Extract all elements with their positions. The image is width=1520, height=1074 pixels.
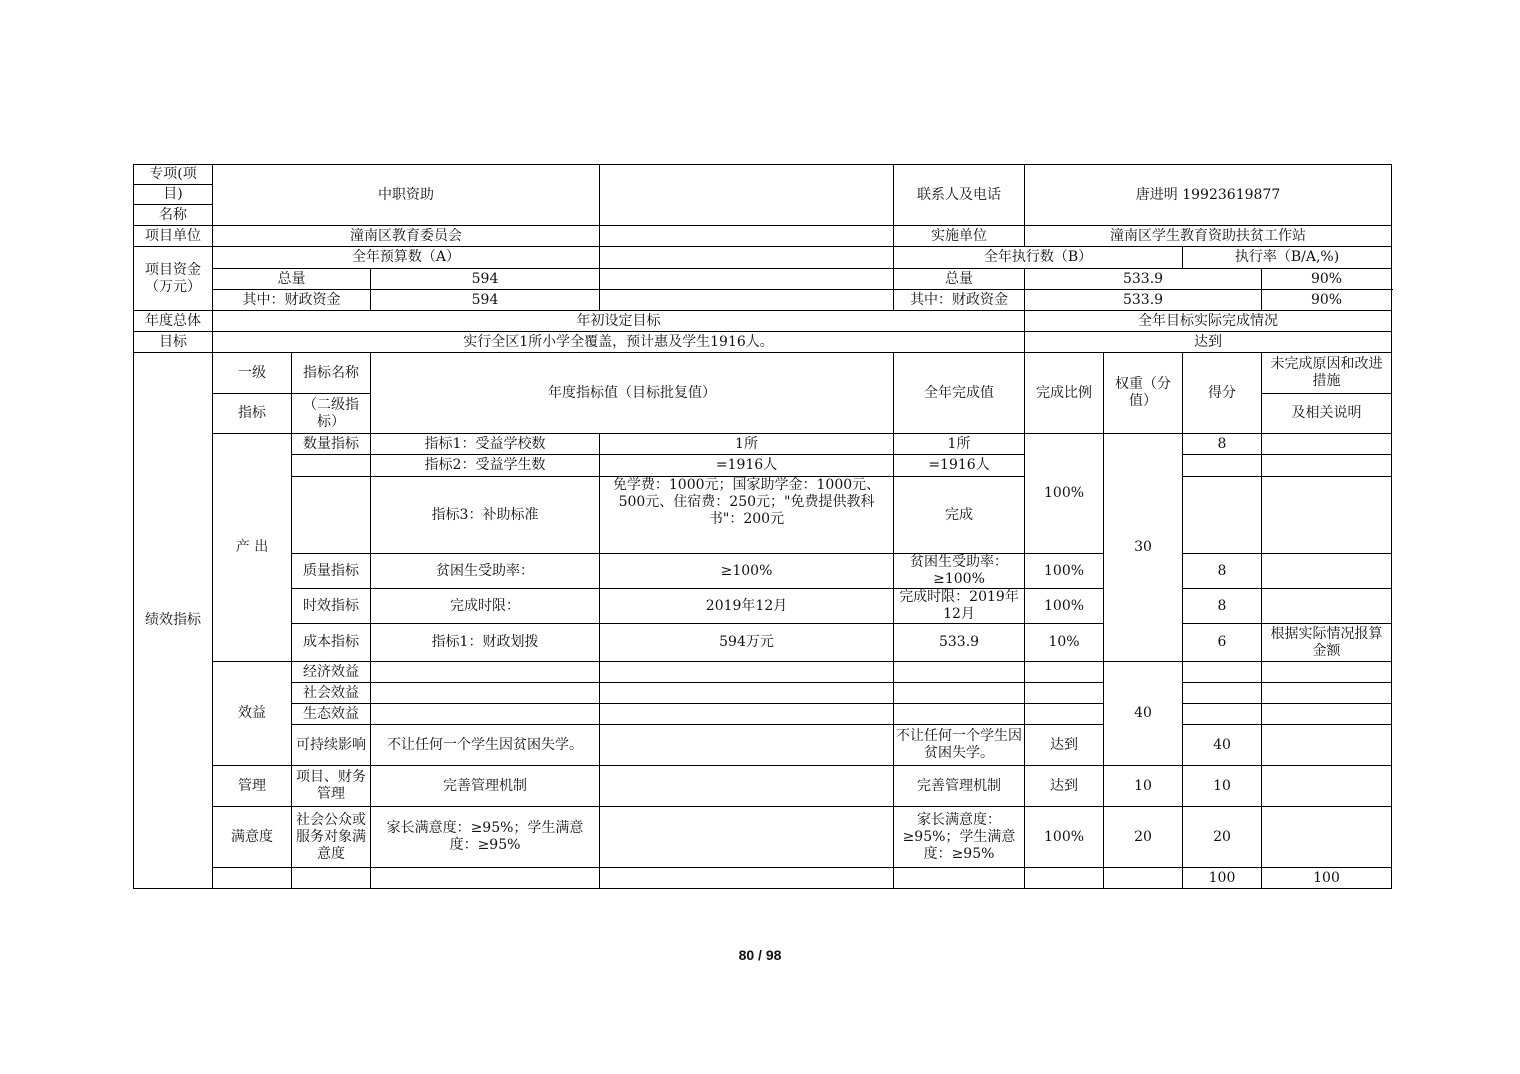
empty-cell bbox=[1025, 683, 1104, 704]
cost-label: 成本指标 bbox=[292, 624, 371, 662]
time-score: 8 bbox=[1183, 589, 1262, 624]
sat-sub: 社会公众或服务对象满意度 bbox=[292, 807, 371, 868]
eco-label: 生态效益 bbox=[292, 704, 371, 725]
mgmt-done: 完善管理机制 bbox=[894, 766, 1025, 807]
goal-initial-value: 实行全区1所小学全覆盖，预计惠及学生1916人。 bbox=[213, 332, 1025, 353]
empty-cell bbox=[371, 704, 600, 725]
empty-cell bbox=[371, 683, 600, 704]
empty-cell bbox=[1262, 589, 1392, 624]
project-name-label-3: 名称 bbox=[134, 205, 213, 226]
performance-table-container bbox=[133, 164, 1391, 889]
time-done: 完成时限：2019年12月 bbox=[894, 589, 1025, 624]
empty-cell bbox=[1262, 455, 1392, 477]
impl-unit-value: 潼南区学生教育资助扶贫工作站 bbox=[1025, 226, 1392, 247]
empty-cell bbox=[894, 683, 1025, 704]
total-rate: 90% bbox=[1262, 269, 1392, 290]
sat-label: 满意度 bbox=[213, 807, 292, 868]
empty-cell bbox=[1183, 455, 1262, 477]
sustain-score: 40 bbox=[1183, 725, 1262, 766]
fiscal-budget: 594 bbox=[371, 290, 600, 311]
time-ratio: 100% bbox=[1025, 589, 1104, 624]
quality-label: 质量指标 bbox=[292, 554, 371, 589]
sat-name: 家长满意度：≥95%；学生满意度：≥95% bbox=[371, 807, 600, 868]
output-ratio: 100% bbox=[1025, 434, 1104, 554]
empty-cell bbox=[292, 477, 371, 554]
empty-cell bbox=[600, 662, 894, 683]
unit-label: 项目单位 bbox=[134, 226, 213, 247]
benefit-label: 效益 bbox=[213, 662, 292, 766]
total-exec-label: 总量 bbox=[894, 269, 1025, 290]
goal-initial-label: 年初设定目标 bbox=[213, 311, 1025, 332]
rate-label: 执行率（B/A,%) bbox=[1183, 247, 1392, 269]
sat-score: 20 bbox=[1183, 807, 1262, 868]
unit-value: 潼南区教育委员会 bbox=[213, 226, 600, 247]
performance-table bbox=[133, 164, 1392, 889]
mgmt-sub: 项目、财务管理 bbox=[292, 766, 371, 807]
mgmt-score: 10 bbox=[1183, 766, 1262, 807]
qty-label: 数量指标 bbox=[292, 434, 371, 455]
empty-cell bbox=[1183, 477, 1262, 554]
total-budget: 594 bbox=[371, 269, 600, 290]
empty-cell bbox=[1183, 662, 1262, 683]
empty-cell bbox=[600, 269, 894, 290]
sat-weight: 20 bbox=[1104, 807, 1183, 868]
empty-cell bbox=[292, 868, 371, 889]
qty1-name: 指标1：受益学校数 bbox=[371, 434, 600, 455]
quality-score: 8 bbox=[1183, 554, 1262, 589]
cost-target: 594万元 bbox=[600, 624, 894, 662]
impl-unit-label: 实施单位 bbox=[894, 226, 1025, 247]
empty-cell bbox=[1262, 477, 1392, 554]
empty-cell bbox=[600, 226, 894, 247]
perf-section-label: 绩效指标 bbox=[134, 353, 213, 889]
header-level1: 一级 bbox=[213, 353, 292, 394]
qty1-score: 8 bbox=[1183, 434, 1262, 455]
goal-label-2: 目标 bbox=[134, 332, 213, 353]
header-score: 得分 bbox=[1183, 353, 1262, 434]
empty-cell bbox=[1262, 662, 1392, 683]
qty1-target: 1所 bbox=[600, 434, 894, 455]
quality-done: 贫困生受助率：≥100% bbox=[894, 554, 1025, 589]
budget-label: 全年预算数（A） bbox=[213, 247, 600, 269]
empty-cell bbox=[894, 704, 1025, 725]
qty1-done: 1所 bbox=[894, 434, 1025, 455]
fiscal-label: 其中：财政资金 bbox=[213, 290, 371, 311]
empty-cell bbox=[600, 247, 894, 269]
sustain-name: 不让任何一个学生因贫困失学。 bbox=[371, 725, 600, 766]
empty-cell bbox=[1262, 554, 1392, 589]
empty-cell bbox=[600, 725, 894, 766]
total-score: 100 bbox=[1262, 868, 1392, 889]
empty-cell bbox=[1104, 868, 1183, 889]
empty-cell bbox=[1025, 868, 1104, 889]
time-label: 时效指标 bbox=[292, 589, 371, 624]
time-name: 完成时限： bbox=[371, 589, 600, 624]
qty3-target: 免学费：1000元；国家助学金：1000元、500元、住宿费：250元；"免费提供教科书"：200元 bbox=[600, 477, 894, 554]
funds-label: 项目资金（万元） bbox=[134, 247, 213, 311]
benefit-weight: 40 bbox=[1104, 662, 1183, 766]
project-name-label-2: 目) bbox=[134, 185, 213, 205]
qty2-name: 指标2：受益学生数 bbox=[371, 455, 600, 477]
empty-cell bbox=[1183, 704, 1262, 725]
empty-cell bbox=[292, 455, 371, 477]
empty-cell bbox=[600, 683, 894, 704]
empty-cell bbox=[1025, 704, 1104, 725]
empty-cell bbox=[1262, 683, 1392, 704]
goal-label: 年度总体 bbox=[134, 311, 213, 332]
cost-score: 6 bbox=[1183, 624, 1262, 662]
contact-value: 唐进明 19923619877 bbox=[1025, 165, 1392, 226]
output-label: 产 出 bbox=[213, 434, 292, 662]
empty-cell bbox=[600, 868, 894, 889]
header-reason-b: 及相关说明 bbox=[1262, 394, 1392, 434]
mgmt-ratio: 达到 bbox=[1025, 766, 1104, 807]
exec-label: 全年执行数（B） bbox=[894, 247, 1183, 269]
sat-done: 家长满意度：≥95%；学生满意度：≥95% bbox=[894, 807, 1025, 868]
contact-label: 联系人及电话 bbox=[894, 165, 1025, 226]
fiscal-exec-label: 其中：财政资金 bbox=[894, 290, 1025, 311]
empty-cell bbox=[371, 662, 600, 683]
empty-cell bbox=[1262, 434, 1392, 455]
mgmt-weight: 10 bbox=[1104, 766, 1183, 807]
sustain-ratio: 达到 bbox=[1025, 725, 1104, 766]
cost-ratio: 10% bbox=[1025, 624, 1104, 662]
empty-cell bbox=[1262, 704, 1392, 725]
output-weight: 30 bbox=[1104, 434, 1183, 662]
fiscal-rate: 90% bbox=[1262, 290, 1392, 311]
empty-cell bbox=[600, 766, 894, 807]
qty2-target: =1916人 bbox=[600, 455, 894, 477]
empty-cell bbox=[1183, 683, 1262, 704]
cost-name: 指标1：财政划拨 bbox=[371, 624, 600, 662]
empty-cell bbox=[1025, 662, 1104, 683]
total-weight: 100 bbox=[1183, 868, 1262, 889]
header-level1-b: 指标 bbox=[213, 394, 292, 434]
goal-actual-value: 达到 bbox=[1025, 332, 1392, 353]
empty-cell bbox=[600, 290, 894, 311]
mgmt-name: 完善管理机制 bbox=[371, 766, 600, 807]
empty-cell bbox=[600, 807, 894, 868]
goal-actual-label: 全年目标实际完成情况 bbox=[1025, 311, 1392, 332]
project-name-value: 中职资助 bbox=[213, 165, 600, 226]
mgmt-label: 管理 bbox=[213, 766, 292, 807]
sat-ratio: 100% bbox=[1025, 807, 1104, 868]
qty3-done: 完成 bbox=[894, 477, 1025, 554]
header-name: 指标名称 bbox=[292, 353, 371, 394]
empty-cell bbox=[894, 868, 1025, 889]
header-target: 年度指标值（目标批复值） bbox=[371, 353, 894, 434]
quality-name: 贫困生受助率： bbox=[371, 554, 600, 589]
sustain-label: 可持续影响 bbox=[292, 725, 371, 766]
sustain-done: 不让任何一个学生因贫困失学。 bbox=[894, 725, 1025, 766]
empty-cell bbox=[371, 868, 600, 889]
header-name-b: （二级指标） bbox=[292, 394, 371, 434]
quality-ratio: 100% bbox=[1025, 554, 1104, 589]
header-reason: 未完成原因和改进措施 bbox=[1262, 353, 1392, 394]
cost-done: 533.9 bbox=[894, 624, 1025, 662]
cost-reason: 根据实际情况报算金额 bbox=[1262, 624, 1392, 662]
empty-cell bbox=[213, 868, 292, 889]
quality-target: ≥100% bbox=[600, 554, 894, 589]
time-target: 2019年12月 bbox=[600, 589, 894, 624]
empty-cell bbox=[1262, 807, 1392, 868]
empty-cell bbox=[600, 704, 894, 725]
header-done: 全年完成值 bbox=[894, 353, 1025, 434]
total-exec: 533.9 bbox=[1025, 269, 1262, 290]
qty2-done: =1916人 bbox=[894, 455, 1025, 477]
empty-cell bbox=[1262, 766, 1392, 807]
project-name-label: 专项(项 bbox=[134, 165, 213, 185]
empty-cell bbox=[600, 165, 894, 226]
econ-label: 经济效益 bbox=[292, 662, 371, 683]
total-label: 总量 bbox=[213, 269, 371, 290]
empty-cell bbox=[894, 662, 1025, 683]
empty-cell bbox=[1262, 725, 1392, 766]
header-ratio: 完成比例 bbox=[1025, 353, 1104, 434]
fiscal-exec: 533.9 bbox=[1025, 290, 1262, 311]
qty3-name: 指标3：补助标准 bbox=[371, 477, 600, 554]
page-number: 80 / 98 bbox=[738, 947, 782, 963]
social-label: 社会效益 bbox=[292, 683, 371, 704]
header-weight: 权重（分值） bbox=[1104, 353, 1183, 434]
